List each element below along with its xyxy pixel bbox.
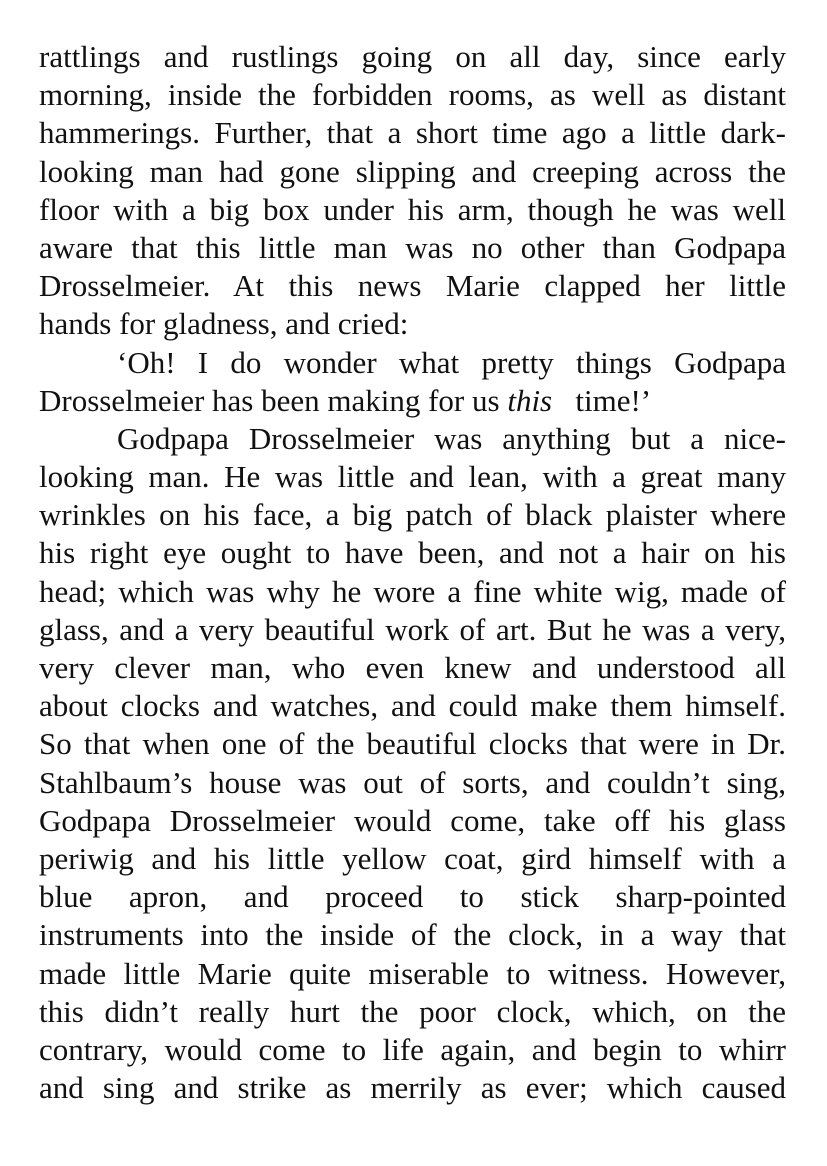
text-line: Godpapa Drosselmeier would come, take off his glass <box>39 802 786 838</box>
text-line: his right eye ought to have been, and not a hair on his <box>39 535 786 571</box>
text-line: rattlings and rustlings going on all day, since early <box>39 39 786 74</box>
text-line <box>39 382 786 420</box>
text-line: hammerings. Further, that a short time ago a little dark- <box>39 115 786 151</box>
text-line: glass, and a very beautiful work of art. But he was a very, <box>39 611 786 647</box>
text-line: and sing and strike as merrily as ever; which caused <box>39 1070 786 1106</box>
text-line: looking man. He was little and lean, with a great many <box>39 459 786 495</box>
text-line: instruments into the inside of the clock, in a way that <box>39 917 786 953</box>
text-line: periwig and his little yellow coat, gird himself with a <box>39 840 786 876</box>
text-line: ‘Oh! I do wonder what pretty things Godpapa <box>117 344 786 380</box>
text-line: morning, inside the forbidden rooms, as well as distant <box>39 77 786 113</box>
text-line: made little Marie quite miserable to witness. However, <box>39 955 786 991</box>
text-line: contrary, would come to life again, and begin to whirr <box>39 1031 786 1067</box>
text-line: this didn’t really hurt the poor clock, which, on the <box>39 993 786 1029</box>
text-line: Godpapa Drosselmeier was anything but a nice- <box>117 420 786 456</box>
body-text <box>39 38 786 1107</box>
text-line: Drosselmeier. At this news Marie clapped her little <box>39 268 786 304</box>
text-segment: Drosselmeier has been making for us <box>39 382 508 418</box>
italic-text: this <box>507 382 553 418</box>
text-line: about clocks and watches, and could make them himself. <box>39 688 786 724</box>
text-line: Stahlbaum’s house was out of sorts, and couldn’t sing, <box>39 764 786 800</box>
text-segment: time!’ <box>552 382 652 418</box>
text-line: aware that this little man was no other than Godpapa <box>39 229 786 265</box>
text-line: floor with a big box under his arm, though he was well <box>39 191 786 227</box>
text-line: hands for gladness, and cried: <box>39 306 409 342</box>
text-line: blue apron, and proceed to stick sharp-pointed <box>39 879 786 915</box>
text-line: head; which was why he wore a fine white wig, made of <box>39 573 786 609</box>
text-line: very clever man, who even knew and understood all <box>39 650 786 685</box>
text-line: So that when one of the beautiful clocks that were in Dr. <box>39 726 786 762</box>
text-line: looking man had gone slipping and creeping across the <box>39 153 786 189</box>
text-line: wrinkles on his face, a big patch of black plaister where <box>39 497 786 533</box>
